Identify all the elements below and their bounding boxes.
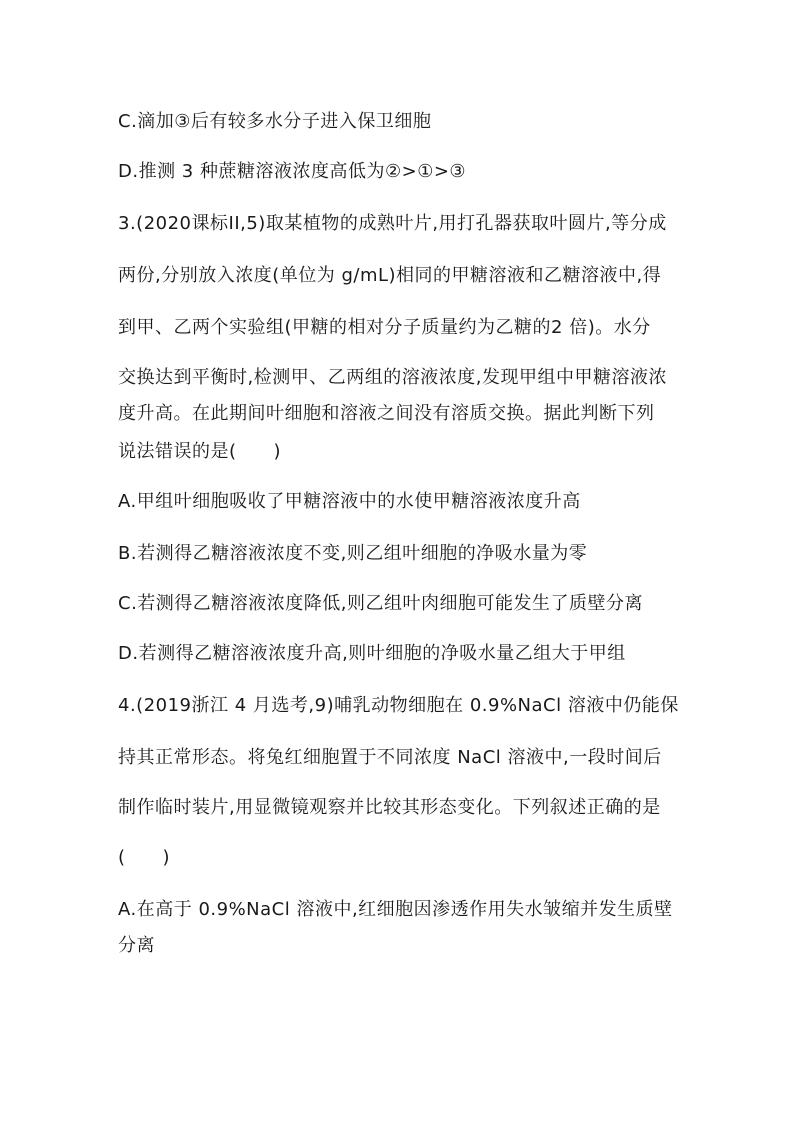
option-4a-line-2: 分离 (118, 935, 155, 956)
option-2d: D.推测 3 种蔗糖溶液浓度高低为②>①>③ (118, 161, 467, 182)
option-2c: C.滴加③后有较多水分子进入保卫细胞 (118, 111, 432, 132)
question-3-line-4: 交换达到平衡时,检测甲、乙两组的溶液浓度,发现甲组中甲糖溶液浓 (118, 367, 667, 388)
question-3-line-5: 度升高。在此期间叶细胞和溶液之间没有溶质交换。据此判断下列 (118, 403, 655, 424)
question-4-line-2: 持其正常形态。将兔红细胞置于不同浓度 NaCl 溶液中,一段时间后 (118, 747, 662, 768)
question-3-line-2: 两份,分别放入浓度(单位为 g/mL)相同的甲糖溶液和乙糖溶液中,得 (118, 265, 662, 286)
question-4-line-3: 制作临时装片,用显微镜观察并比较其形态变化。下列叙述正确的是 (118, 797, 661, 818)
question-4-line-1: 4.(2019浙江 4 月选考,9)哺乳动物细胞在 0.9%NaCl 溶液中仍能保 (118, 695, 679, 716)
option-3c: C.若测得乙糖溶液浓度降低,则乙组叶肉细胞可能发生了质壁分离 (118, 593, 644, 614)
option-3a: A.甲组叶细胞吸收了甲糖溶液中的水使甲糖溶液浓度升高 (118, 491, 581, 512)
question-3-line-3: 到甲、乙两个实验组(甲糖的相对分子质量约为乙糖的2 倍)。水分 (118, 317, 651, 338)
question-3-line-6: 说法错误的是( ) (118, 441, 282, 462)
option-4a-line-1: A.在高于 0.9%NaCl 溶液中,红细胞因渗透作用失水皱缩并发生质壁 (118, 899, 673, 920)
option-3b: B.若测得乙糖溶液浓度不变,则乙组叶细胞的净吸水量为零 (118, 543, 588, 564)
option-3d: D.若测得乙糖溶液浓度升高,则叶细胞的净吸水量乙组大于甲组 (118, 643, 626, 664)
question-4-line-4: ( ) (118, 847, 171, 868)
question-3-line-1: 3.(2020课标II,5)取某植物的成熟叶片,用打孔器获取叶圆片,等分成 (118, 213, 667, 234)
